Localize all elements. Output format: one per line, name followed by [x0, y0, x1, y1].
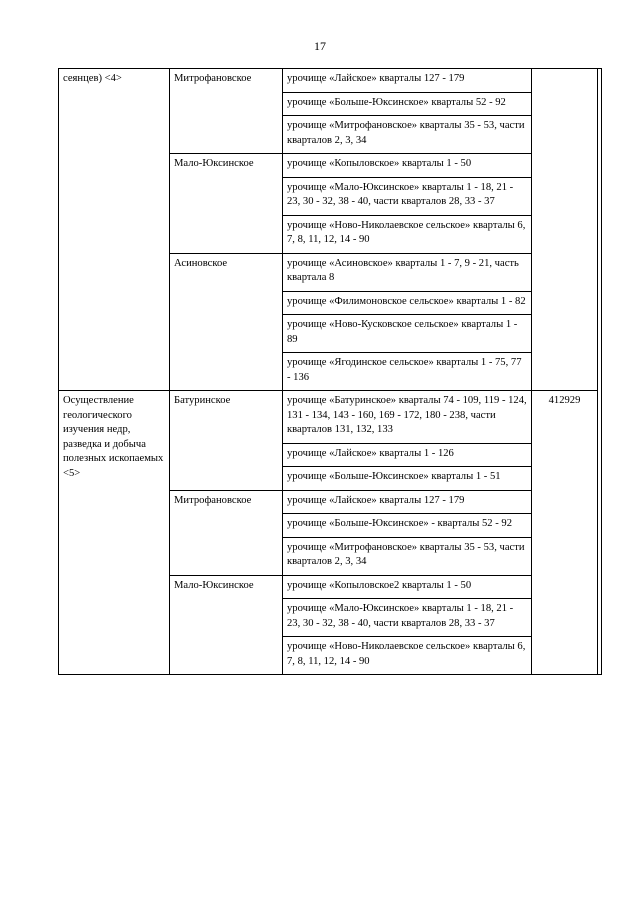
tract-cell: урочище «Батуринское» кварталы 74 - 109, 119 - 124, 131 - 134, 143 - 160, 169 - 172, 180 - 238, части кварталов 131, 132, 133 [283, 391, 532, 444]
tract-cell: урочище «Митрофановское» кварталы 35 - 53, части кварталов 2, 3, 34 [283, 116, 532, 154]
forestry-cell: Батуринское [170, 391, 283, 491]
area-cell: 412929 [532, 391, 598, 675]
tract-cell: урочище «Больше-Юксинское» кварталы 52 - 92 [283, 92, 532, 116]
tract-cell: урочище «Мало-Юксинское» кварталы 1 - 18, 21 - 23, 30 - 32, 38 - 40, части кварталов 28, 33 - 37 [283, 177, 532, 215]
tract-cell: урочище «Лайское» кварталы 1 - 126 [283, 443, 532, 467]
tract-cell: урочище «Мало-Юксинское» кварталы 1 - 18, 21 - 23, 30 - 32, 38 - 40, части кварталов 28, 33 - 37 [283, 599, 532, 637]
forestry-cell: Митрофановское [170, 69, 283, 154]
tract-cell: урочище «Ново-Николаевское сельское» кварталы 6, 7, 8, 11, 12, 14 - 90 [283, 637, 532, 675]
tract-cell: урочище «Ягодинское сельское» кварталы 1 - 75, 77 - 136 [283, 353, 532, 391]
area-cell [532, 69, 598, 391]
tract-cell: урочище «Асиновское» кварталы 1 - 7, 9 - 21, часть квартала 8 [283, 253, 532, 291]
table-row [59, 391, 602, 444]
tract-cell: урочище «Лайское» кварталы 127 - 179 [283, 490, 532, 514]
table-row [59, 69, 602, 93]
forest-use-table [58, 68, 602, 675]
tract-cell: урочище «Больше-Юксинское» - кварталы 52 - 92 [283, 514, 532, 538]
activity-cell: Осуществление геологического изучения недр, разведка и добыча полезных ископаемых <5> [59, 391, 170, 675]
extra-column-cell [598, 69, 602, 675]
page-number: 17 [314, 39, 326, 53]
tract-cell: урочище «Больше-Юксинское» кварталы 1 - 51 [283, 467, 532, 491]
forestry-cell: Митрофановское [170, 490, 283, 575]
forestry-cell: Мало-Юксинское [170, 154, 283, 254]
forestry-cell: Мало-Юксинское [170, 575, 283, 675]
tract-cell: урочище «Копыловское» кварталы 1 - 50 [283, 154, 532, 178]
forestry-cell: Асиновское [170, 253, 283, 391]
tract-cell: урочище «Копыловское2 кварталы 1 - 50 [283, 575, 532, 599]
tract-cell: урочище «Ново-Николаевское сельское» кварталы 6, 7, 8, 11, 12, 14 - 90 [283, 215, 532, 253]
tract-cell: урочище «Ново-Кусковское сельское» кварталы 1 - 89 [283, 315, 532, 353]
tract-cell: урочище «Митрофановское» кварталы 35 - 53, части кварталов 2, 3, 34 [283, 537, 532, 575]
tract-cell: урочище «Лайское» кварталы 127 - 179 [283, 69, 532, 93]
activity-cell: сеянцев) <4> [59, 69, 170, 391]
tract-cell: урочище «Филимоновское сельское» кварталы 1 - 82 [283, 291, 532, 315]
